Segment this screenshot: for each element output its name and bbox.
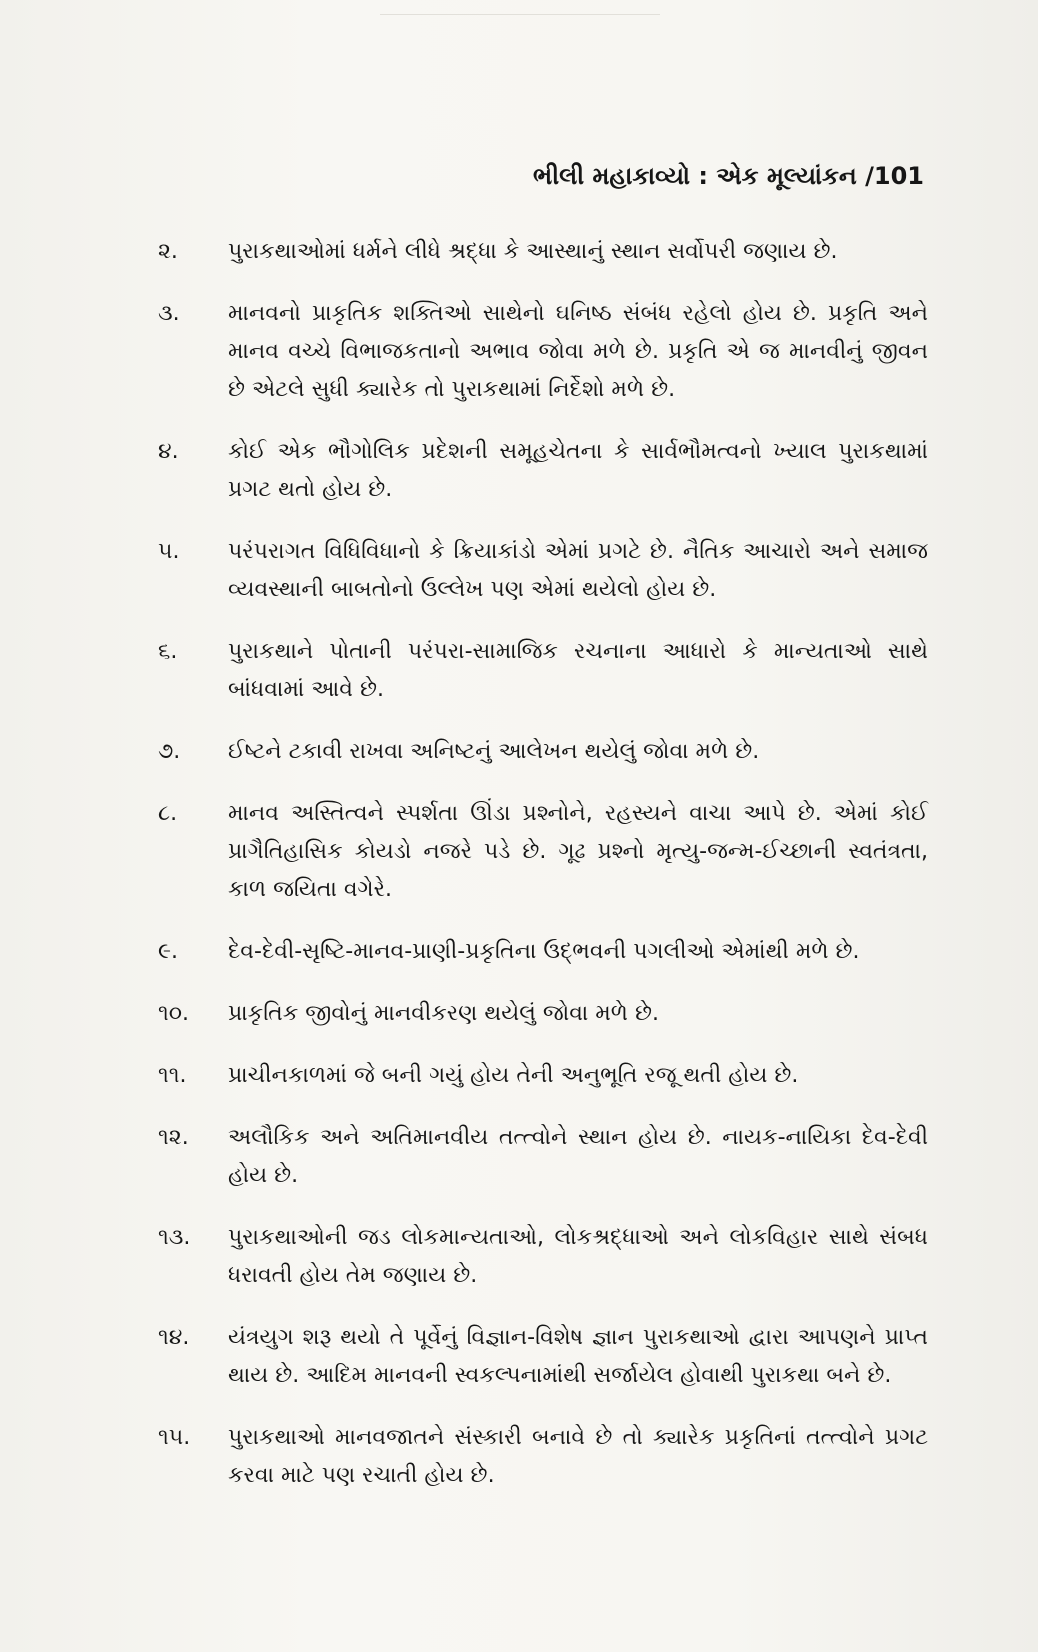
list-item-text: દેવ-દેવી-સૃષ્ટિ-માનવ-પ્રાણી-પ્રકૃતિના ઉદ્ભવની પગલીઓ એમાંથી મળે છે. (228, 939, 860, 964)
list-item (158, 1419, 928, 1495)
list-item (158, 233, 928, 271)
list-item-text: પુરાકથાને પોતાની પરંપરા-સામાજિક રચનાના આધારો કે માન્યતાઓ સાથે બાંધવામાં આવે છે. (228, 639, 928, 702)
list-item (158, 1319, 928, 1395)
list-item-number: ૭. (158, 739, 181, 764)
list-item-number: ૧૨. (158, 1125, 189, 1150)
list-item-text: પુરાકથાઓની જડ લોકમાન્યતાઓ, લોકશ્રદ્ધાઓ અને લોકવિહાર સાથે સંબધ ધરાવતી હોય તેમ જણાય છે. (228, 1225, 928, 1288)
list-item-number: ૩. (158, 301, 180, 326)
list-item-text: પરંપરાગત વિધિવિધાનો કે ક્રિયાકાંડો એમાં પ્રગટે છે. નૈતિક આચારો અને સમાજ વ્યવસ્થાની બાબતોનો ઉલ્લેખ પણ એમાં થયેલો હોય છે. (228, 539, 928, 602)
list-item-number: ૧૩. (158, 1225, 191, 1250)
list-item-number: ૧૦. (158, 1001, 190, 1026)
list-item (158, 1057, 928, 1095)
list-item-number: ૧૧. (158, 1063, 187, 1088)
list-item (158, 733, 928, 771)
numbered-list (158, 233, 928, 1519)
list-item-number: ૮. (158, 801, 178, 826)
page-header: ભીલી મહાકાવ્યો : એક મૂલ્યાંકન /101 (533, 162, 924, 190)
list-item-text: ઈષ્ટને ટકાવી રાખવા અનિષ્ટનું આલેખન થયેલું જોવા મળે છે. (228, 739, 760, 764)
list-item-text: યંત્રયુગ શરૂ થયો તે પૂર્વેનું વિજ્ઞાન-વિશેષ જ્ઞાન પુરાકથાઓ દ્વારા આપણને પ્રાપ્ત થાય છે. આદિમ માનવની સ્વકલ્પનામાંથી સર્જાયેલ હોવાથી પુરાકથા બને છે. (228, 1325, 928, 1388)
list-item-text: પુરાકથાઓ માનવજાતને સંસ્કારી બનાવે છે તો ક્યારેક પ્રકૃતિનાં તત્ત્વોને પ્રગટ કરવા માટે પણ રચાતી હોય છે. (228, 1425, 928, 1488)
list-item (158, 933, 928, 971)
bleed-through-line (380, 0, 660, 15)
list-item-number: ૧૫. (158, 1425, 191, 1450)
list-item (158, 433, 928, 509)
list-item-number: ૯. (158, 939, 179, 964)
list-item-number: ૫. (158, 539, 180, 564)
list-item-text: માનવ અસ્તિત્વને સ્પર્શતા ઊંડા પ્રશ્નોને, રહસ્યને વાચા આપે છે. એમાં કોઈ પ્રાગૈતિહાસિક કોયડો નજરે પડે છે. ગૂઢ પ્રશ્નો મૃત્યુ-જન્મ-ઈચ્છાની સ્વતંત્રતા, કાળ જયિતા વગેરે. (228, 801, 928, 902)
list-item-number: ૪. (158, 439, 179, 464)
list-item-text: પ્રાકૃતિક જીવોનું માનવીકરણ થયેલું જોવા મળે છે. (228, 1001, 659, 1026)
list-item (158, 533, 928, 609)
list-item (158, 1119, 928, 1195)
list-item (158, 1219, 928, 1295)
list-item-number: ૧૪. (158, 1325, 190, 1350)
list-item (158, 633, 928, 709)
list-item (158, 295, 928, 409)
list-item (158, 995, 928, 1033)
list-item-number: ૬. (158, 639, 178, 664)
list-item (158, 795, 928, 909)
list-item-text: પુરાકથાઓમાં ધર્મને લીધે શ્રદ્ધા કે આસ્થાનું સ્થાન સર્વોપરી જણાય છે. (228, 239, 838, 264)
list-item-text: પ્રાચીનકાળમાં જે બની ગયું હોય તેની અનુભૂતિ રજૂ થતી હોય છે. (228, 1063, 799, 1088)
list-item-text: માનવનો પ્રાકૃતિક શક્તિઓ સાથેનો ઘનિષ્ઠ સંબંધ રહેલો હોય છે. પ્રકૃતિ અને માનવ વચ્ચે વિભાજકતાનો અભાવ જોવા મળે છે. પ્રકૃતિ એ જ માનવીનું જીવન છે એટલે સુધી ક્યારેક તો પુરાકથામાં નિર્દેશો મળે છે. (228, 301, 928, 402)
list-item-text: કોઈ એક ભૌગોલિક પ્રદેશની સમૂહચેતના કે સાર્વભૌમત્વનો ખ્યાલ પુરાકથામાં પ્રગટ થતો હોય છે. (228, 439, 928, 502)
list-item-number: ૨. (158, 239, 178, 264)
list-item-text: અલૌકિક અને અતિમાનવીય તત્ત્વોને સ્થાન હોય છે. નાયક-નાયિકા દેવ-દેવી હોય છે. (228, 1125, 928, 1188)
